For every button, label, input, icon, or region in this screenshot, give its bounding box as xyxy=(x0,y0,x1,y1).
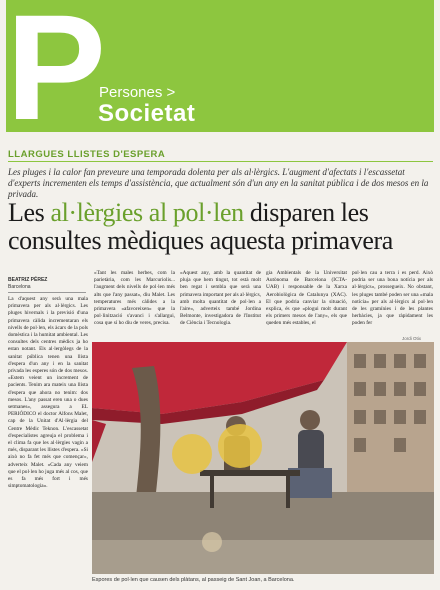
author-place: Barcelona xyxy=(8,284,31,290)
article-headline xyxy=(8,199,434,255)
article-dek: Les pluges i la calor fan preveure una temporada dolenta per als al·lèrgics. L'augment d'afectats i l'escassetat d'experts incrementen els temps d'assistència, que actualment són d'un any en la sanitat pública i de dos mesos en la privada. xyxy=(8,167,429,199)
section-label: Persones > xyxy=(99,84,176,101)
article-kicker: LLARGUES LLISTES D'ESPERA xyxy=(8,149,166,160)
subsection-label: Societat xyxy=(98,100,196,127)
headline-part2: disparen les consultes mèdiques aquesta primavera xyxy=(8,198,393,255)
article-column-5: pol·len cau a terra i es perd. Això podria ser una bona notícia per als al·lèrgics», prossegueix. No obstant, les pluges també poden ser una «mala notícia» per als al·lèrgics al pol·len de les gramínies i de les plantes herbàcies, ja que ràpidament les poden fer xyxy=(352,270,433,327)
article-column-3: «Aquest any, amb la quantitat de pluja que hem tingut, tot està molt ben regat i sembla que serà una primavera important per als al·lèrgics, amb molta quantitat de pol·len a l'aire», adverteix també Jordina Belmonte, investigadora de l'Institut de Ciència i Tecnologia. xyxy=(180,270,261,327)
kicker-divider xyxy=(8,161,433,162)
headline-highlight: al·lèrgies al pol·len xyxy=(50,198,244,227)
article-column-1: La d'aquest any serà una mala primavera per als al·lèrgics. Les pluges hivernals i la previsió d'una primavera càlida incrementaran els nivells de pol·len, els àcars de la pols domèstica i la humitat ambiental. Les consultes dels centres mèdics ja ho estan notant. Els al·lergòlegs de la sanitat pública tenen una llista d'espera d'un any i en la sanitat privada les esperes són de dos mesos. «Estem veient un increment de pacients. Tenim ara mateix una llista d'espera que ahora no tenim: dos mesos. L'any passat eren una o dues setmanes», assegura a EL PERIÓDICO el doctor Alfons Malet, cap de la Unitat d'Al·lèrgia del Centre Mèdic Teknon. L'escassetat d'especialistes agreuja el problema i el clima fa que les al·lèrgies vagin a més, disparant les llistes d'espera. «Si això no fa fet més que començar», adverteix Malet. «Cada any veiem que el pol·len ho juga més al cos, que es fa més fort i més simptomatologia». xyxy=(8,296,88,490)
byline-divider xyxy=(8,292,86,293)
article-column-2: «Tant les males herbes, com la parietària, com les Marcuriolis... l'augment dels nivells de pol·len més alts que l'any passat», diu Malet. Les temperatures més càlides a la primavera «afavoreixen» que la pol·linització s'avanci i s'allargui, cosa que sí ho diu de veres, precisa. xyxy=(94,270,175,327)
photo-caption: Espores de pol·len que causen dels plàtans, al passeig de Sant Joan, a Barcelona. xyxy=(92,577,295,583)
photo-credit: Jordi Otix xyxy=(402,336,422,341)
section-banner xyxy=(6,0,434,151)
article-column-4: gia Ambientals de la Universitat Autònoma de Barcelona (ICTA-UAB) i responsable de la Xarxa Aerobiològica de Catalunya (XAC). El que podria canviar la situació, explica, és que «plogui molt durant els primers mesos de l'any», els que queden més estables, el xyxy=(266,270,347,327)
author-name: BEATRIZ PÉREZ xyxy=(8,277,48,283)
article-photo xyxy=(92,342,434,574)
section-logo-letter: P xyxy=(6,0,107,151)
headline-part1: Les xyxy=(8,198,51,227)
